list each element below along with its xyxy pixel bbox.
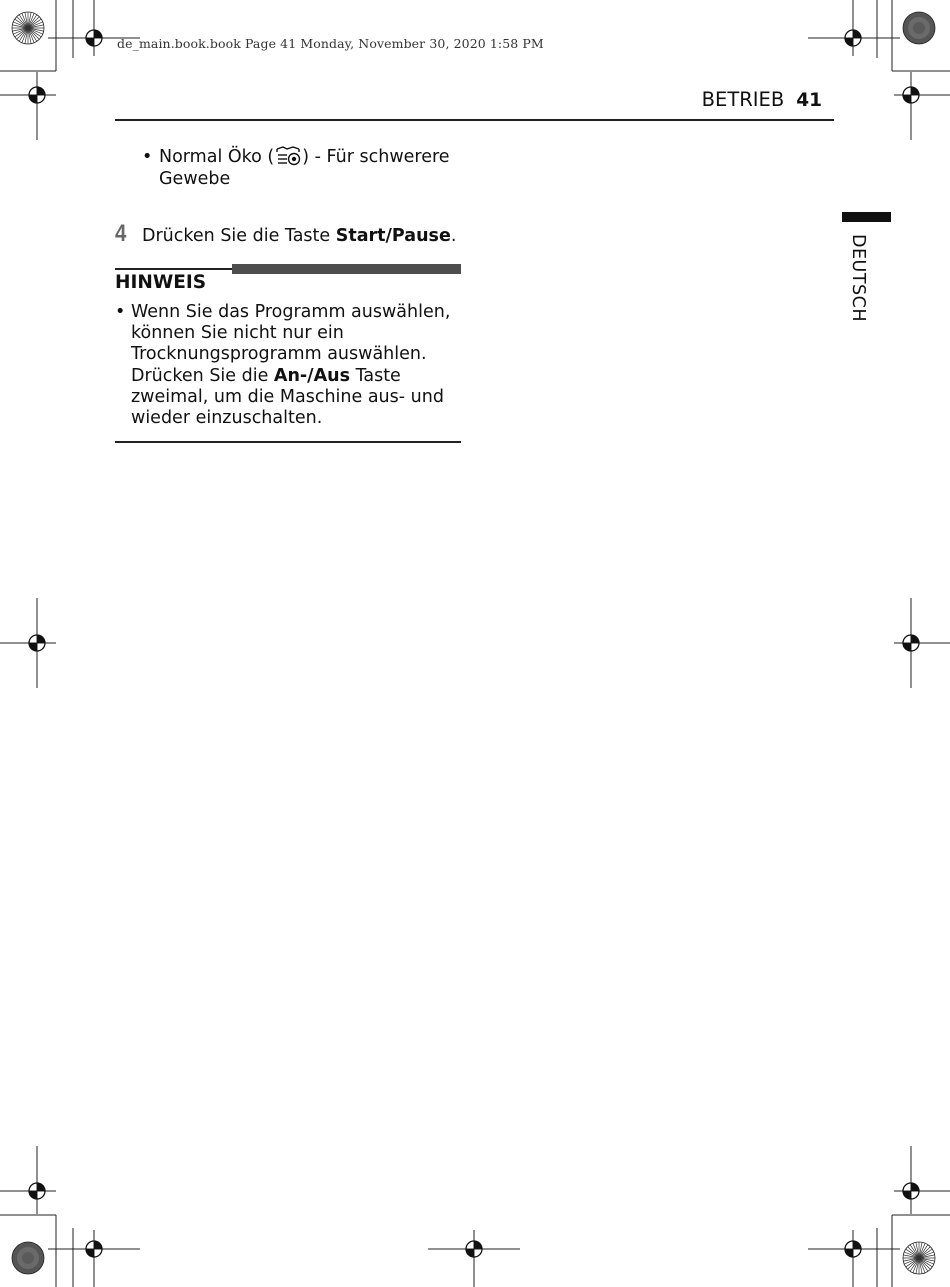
header-rule (115, 119, 834, 121)
note-item (115, 302, 460, 429)
step-4 (115, 220, 456, 248)
step-instruction: Drücken Sie die Taste (142, 226, 336, 246)
list-item-normal-eco (142, 146, 472, 190)
note-text-part-2: Taste zweimal, um die Maschine aus- und wieder einzuschalten. (131, 365, 444, 429)
list-item-prefix: Normal Öko ( (159, 147, 275, 167)
language-tab-bar (842, 212, 891, 222)
note-text (131, 302, 460, 429)
running-header (702, 88, 822, 111)
note-bar (232, 264, 461, 274)
print-slug: de_main.book.book Page 41 Monday, November 30, 2020 1:58 PM (117, 36, 544, 51)
section-title: BETRIEB (701, 88, 785, 111)
power-button-label: An-/Aus (273, 365, 350, 386)
eco-cycle-icon (274, 146, 302, 166)
page-number: 41 (796, 90, 822, 111)
step-end: . (450, 226, 457, 246)
note-title: HINWEIS (115, 272, 207, 293)
step-number: 4 (115, 220, 127, 247)
bullet-dot: • (115, 302, 126, 322)
language-tab-label: DEUTSCH (848, 234, 868, 323)
step-text (142, 226, 456, 246)
bullet-dot: • (142, 147, 153, 167)
list-item-suffix: ) - Für schwerere Gewebe (159, 147, 450, 189)
note-rule-bottom (115, 441, 461, 443)
list-item-text (159, 146, 472, 190)
start-pause-button-label: Start/Pause (335, 226, 451, 246)
note-text-part-1: Wenn Sie das Programm auswählen, können Sie nicht nur ein Trocknungsprogramm auswählen. Drücken Sie die (131, 302, 451, 386)
